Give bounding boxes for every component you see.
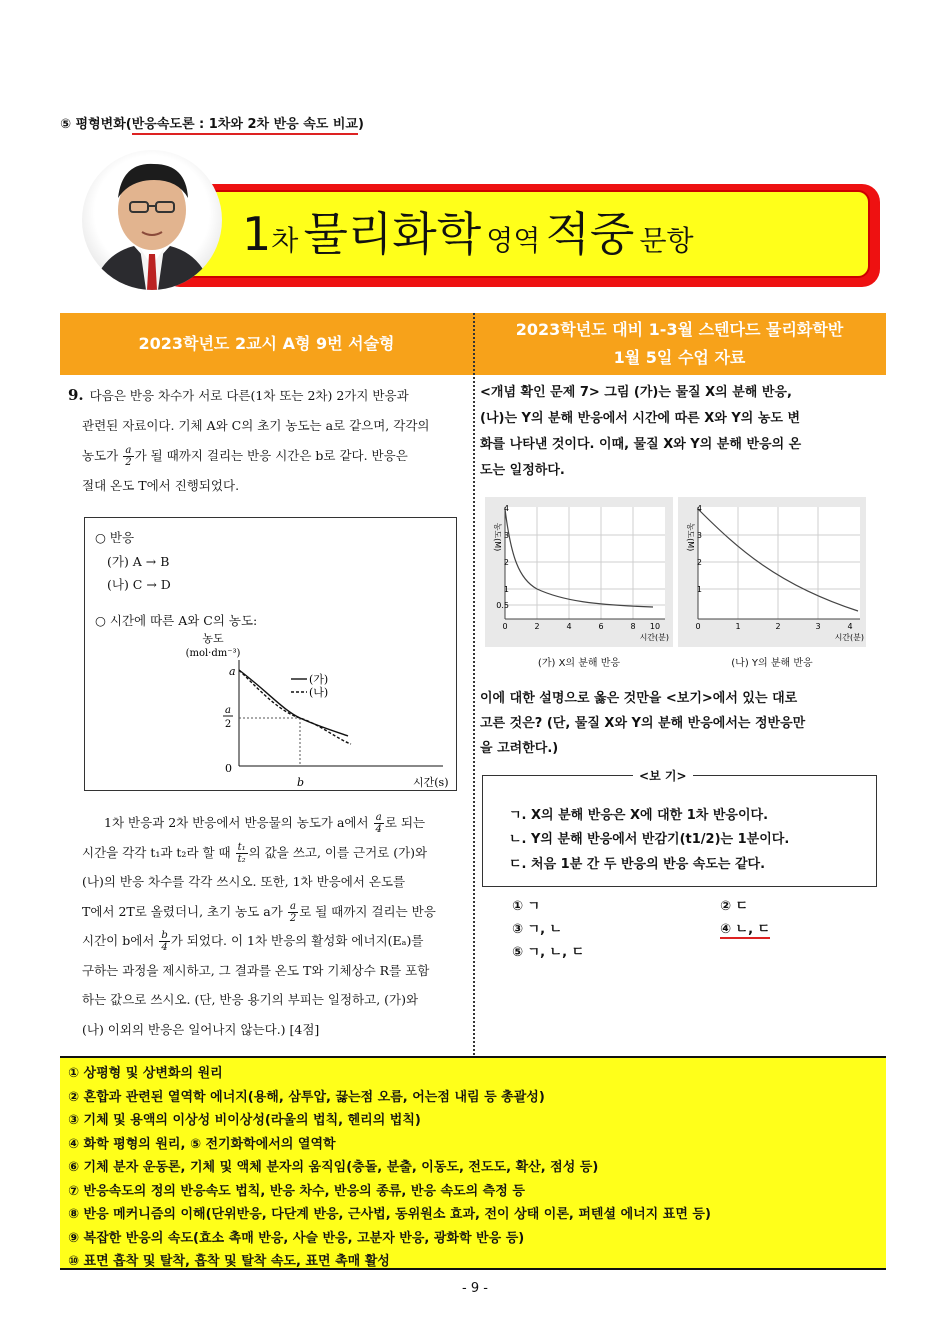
concept-line-1: <개념 확인 문제 7> 그림 (가)는 물질 X의 분해 반응, — [480, 385, 792, 400]
graph1-xtick-8: 8 — [630, 622, 636, 631]
graph1-xlabel: 시간(분) — [639, 633, 669, 642]
topic-item: ① 상평형 및 상변화의 원리 — [68, 1066, 223, 1081]
body-line-1b: 로 되는 — [384, 815, 426, 830]
legend-ga: (가) — [309, 673, 329, 686]
frac-num: t₁ — [237, 841, 246, 853]
intro-line-4: 절대 온도 T에서 진행되었다. — [82, 478, 240, 493]
concept-line-2: (나)는 Y의 분해 반응에서 시간에 따른 X와 Y의 농도 변 — [480, 411, 801, 426]
topic-item: ⑦ 반응속도의 정의 반응속도 법칙, 반응 차수, 반응의 종류, 반응 속도의 측정 등 — [68, 1183, 525, 1199]
frac-den: 2 — [125, 457, 132, 468]
graph1-ylabel: 농도(M) — [493, 522, 502, 552]
box-concentration-label: ○ 시간에 따른 A와 C의 농도: — [95, 613, 258, 628]
box-reaction-ga: (가) A → B — [107, 554, 170, 569]
section-tag-suffix: ) — [357, 117, 364, 132]
question-intro — [68, 380, 466, 501]
graph2-xtick-3: 3 — [815, 622, 821, 631]
choice-4-answer: ④ ㄴ, ㄷ — [720, 918, 770, 939]
frac-num: a — [123, 445, 133, 457]
graph2-plot-area — [698, 507, 860, 619]
concentration-graph — [173, 630, 453, 790]
graph-y-decomposition — [678, 497, 866, 647]
section-tag-underlined: 반응속도론 : 1차와 2차 반응 속도 비교 — [132, 117, 358, 135]
graph1-xtick-2: 2 — [534, 622, 540, 631]
graph1-ytick-05: 0.5 — [496, 601, 509, 610]
body-line-4b: 로 될 때까지 걸리는 반응 — [299, 903, 436, 919]
instructor-portrait — [82, 150, 222, 290]
frac-den: 4 — [161, 942, 168, 953]
section-tag — [60, 113, 364, 132]
graph-ylabel-2: (mol·dm⁻³) — [185, 648, 241, 659]
body-line-7: 하는 값으로 쓰시오. (단, 반응 용기의 부피는 일정하고, (가)와 — [82, 992, 419, 1007]
concept-line-4: 도는 일정하다. — [480, 463, 565, 478]
frac-num: a — [288, 901, 298, 913]
bogi-item-2: ㄴ. Y의 분해 반응에서 반감기(t1/2)는 1분이다. — [509, 832, 790, 847]
body-line-4a: T에서 2T로 올렸더니, 초기 농도 a가 — [82, 903, 283, 919]
concept-intro — [480, 380, 880, 484]
body-line-5b: 가 되었다. 이 1차 반응의 활성화 에너지(Eₐ)를 — [170, 933, 424, 948]
concept-line-3: 화를 나타낸 것이다. 이때, 물질 X와 Y의 분해 반응의 온 — [480, 437, 802, 452]
bogi-item-3: ㄷ. 처음 1분 간 두 반응의 반응 속도는 같다. — [509, 857, 766, 872]
section-tag-prefix: ⑤ 평형변화( — [60, 117, 132, 132]
topic-item: ⑨ 복잡한 반응의 속도(효소 촉매 반응, 사슬 반응, 고분자 반응, 광화학 반응 등) — [68, 1230, 525, 1246]
body-line-1 — [82, 808, 462, 838]
body-line-2 — [82, 838, 462, 868]
column-divider — [473, 313, 475, 1055]
graph-xlabel: 시간(s) — [413, 776, 449, 789]
right-header-line2: 1월 5일 수업 자료 — [613, 348, 746, 367]
intro-line-3a: 농도가 — [82, 448, 119, 463]
banner-hit: 적중 — [545, 207, 635, 261]
banner-subject: 물리화학 — [303, 207, 482, 261]
frac-den: 4 — [375, 824, 382, 835]
graph-label-a: a — [229, 665, 236, 678]
legend-na: (나) — [309, 686, 329, 699]
choice-1: ① ㄱ — [512, 899, 541, 914]
concept-question — [480, 686, 880, 761]
graph2-xtick-4: 4 — [847, 622, 853, 631]
graph2-caption: (나) Y의 분해 반응 — [731, 658, 813, 669]
frac-num: a — [374, 812, 384, 824]
banner-one: 1 — [242, 207, 272, 261]
topics-box — [60, 1056, 886, 1270]
body-line-4 — [82, 897, 462, 927]
fraction-b-over-4 — [159, 930, 169, 953]
intro-line-3 — [68, 441, 466, 471]
graph1-caption: (가) X의 분해 반응 — [537, 658, 621, 669]
choice-2: ② ㄷ — [720, 899, 749, 914]
concept-question-line-2: 고른 것은? (단, 물질 X와 Y의 분해 반응에서는 정반응만 — [480, 716, 806, 731]
graph-label-2: 2 — [224, 719, 232, 730]
graph-x-decomposition — [485, 497, 673, 647]
intro-line-3b: 가 될 때까지 걸리는 반응 시간은 b로 같다. 반응은 — [134, 448, 408, 463]
graph1-ytick-1: 1 — [503, 585, 509, 594]
topic-item: ⑥ 기체 분자 운동론, 기체 및 액체 분자의 움직임(충돌, 분출, 이동도, 전도도, 확산, 점성 등) — [68, 1160, 599, 1175]
body-line-1a: 1차 반응과 2차 반응에서 반응물의 농도가 a에서 — [104, 815, 369, 830]
topic-item: ⑧ 반응 메커니즘의 이해(단위반응, 다단계 반응, 근사법, 동위원소 효과, 전이 상태 이론, 퍼텐셜 에너지 표면 등) — [68, 1207, 711, 1222]
frac-den: t₂ — [237, 853, 246, 865]
box-reaction-na: (나) C → D — [107, 577, 171, 592]
left-column-header — [60, 313, 473, 375]
body-line-5 — [82, 926, 462, 956]
question-body — [82, 808, 462, 1044]
graph2-ylabel: 농도(M) — [686, 522, 695, 552]
choice-3: ③ ㄱ, ㄴ — [512, 922, 563, 937]
fraction-a-over-4 — [374, 812, 384, 835]
graph-ylabel-1: 농도 — [202, 632, 224, 645]
bogi-item-1: ㄱ. X의 분해 반응은 X에 대한 1차 반응이다. — [509, 808, 769, 823]
body-line-6: 구하는 과정을 제시하고, 그 결과를 온도 T와 기체상수 R를 포함 — [82, 962, 430, 978]
bogi-box — [482, 769, 877, 887]
graph2-xtick-2: 2 — [775, 622, 781, 631]
concept-question-line-1: 이에 대한 설명으로 옳은 것만을 <보기>에서 있는 대로 — [480, 691, 798, 706]
graph-label-b: b — [297, 776, 305, 789]
question-number: 9. — [68, 386, 84, 404]
page-number: - 9 - — [462, 1281, 488, 1296]
graph2-xtick-1: 1 — [735, 622, 741, 631]
banner-title — [242, 198, 694, 264]
curve-ga — [239, 670, 348, 736]
intro-line-2: 관련된 자료이다. 기체 A와 C의 초기 농도는 a로 같으며, 각각의 — [82, 418, 430, 433]
graph-label-zero: 0 — [225, 762, 232, 775]
topic-item: ② 혼합과 관련된 열역학 에너지(용해, 삼투압, 끓는점 오름, 어는점 내림 등 총괄성) — [68, 1089, 545, 1105]
graph1-ytick-3: 3 — [503, 531, 509, 540]
title-banner — [82, 150, 882, 295]
graph2-ytick-2: 2 — [696, 558, 702, 567]
bogi-title: <보 기> — [633, 767, 693, 784]
topic-item: ④ 화학 평형의 원리, ⑤ 전기화학에서의 열역학 — [68, 1136, 336, 1152]
reaction-data-box — [84, 517, 457, 791]
bogi-title-text: 보 기 — [649, 769, 677, 783]
frac-den: 2 — [289, 912, 297, 924]
graph1-ytick-2: 2 — [503, 558, 509, 567]
graph1-xtick-4: 4 — [566, 622, 572, 631]
graph2-xtick-0: 0 — [695, 622, 701, 631]
fraction-a-over-2b — [288, 901, 298, 924]
body-line-8: (나) 이외의 반응은 일어나지 않는다.) [4점] — [82, 1021, 320, 1037]
graph1-ytick-4: 4 — [503, 504, 509, 513]
banner-cha: 차 — [271, 224, 299, 257]
banner-item: 문항 — [639, 224, 694, 257]
body-line-2b: 의 값을 쓰고, 이를 근거로 (가)와 — [248, 844, 428, 860]
graph2-ytick-4: 4 — [696, 504, 702, 513]
body-line-3: (나)의 반응 차수를 각각 쓰시오. 또한, 1차 반응에서 온도를 — [82, 874, 406, 889]
frac-num: b — [161, 930, 168, 941]
graph2-xlabel: 시간(분) — [834, 633, 864, 642]
graph1-xtick-0: 0 — [502, 622, 508, 631]
topic-item: ⑩ 표면 흡착 및 탈착, 흡착 및 탈착 속도, 표면 촉매 활성 — [68, 1254, 390, 1269]
graph1-xtick-10: 10 — [649, 622, 661, 631]
body-line-2a: 시간을 각각 t₁과 t₂라 할 때 — [82, 844, 231, 860]
left-header-text: 2023학년도 2교시 A형 9번 서술형 — [138, 334, 395, 353]
intro-line-1: 다음은 반응 차수가 서로 다른(1차 또는 2차) 2가지 반응과 — [89, 388, 409, 403]
curve-na — [239, 670, 351, 744]
box-reaction-label: ○ 반응 — [95, 530, 135, 545]
fraction-t1-over-t2 — [236, 842, 248, 865]
graph1-xtick-6: 6 — [598, 622, 604, 631]
topic-item: ③ 기체 및 용액의 이상성 비이상성(라울의 법칙, 헨리의 법칙) — [68, 1113, 421, 1128]
right-header-line1: 2023학년도 대비 1-3월 스텐다드 물리화학반 — [515, 320, 844, 339]
graph-label-a-over: a — [225, 705, 231, 716]
concept-question-line-3: 을 고려한다.) — [480, 741, 559, 756]
choice-5: ⑤ ㄱ, ㄴ, ㄷ — [512, 945, 585, 960]
fraction-a-over-2 — [123, 445, 133, 468]
body-line-5a: 시간이 b에서 — [82, 933, 155, 948]
graph2-ytick-3: 3 — [696, 531, 702, 540]
right-column-header — [473, 313, 886, 375]
graph2-ytick-1: 1 — [696, 585, 702, 594]
banner-area: 영역 — [486, 224, 541, 257]
